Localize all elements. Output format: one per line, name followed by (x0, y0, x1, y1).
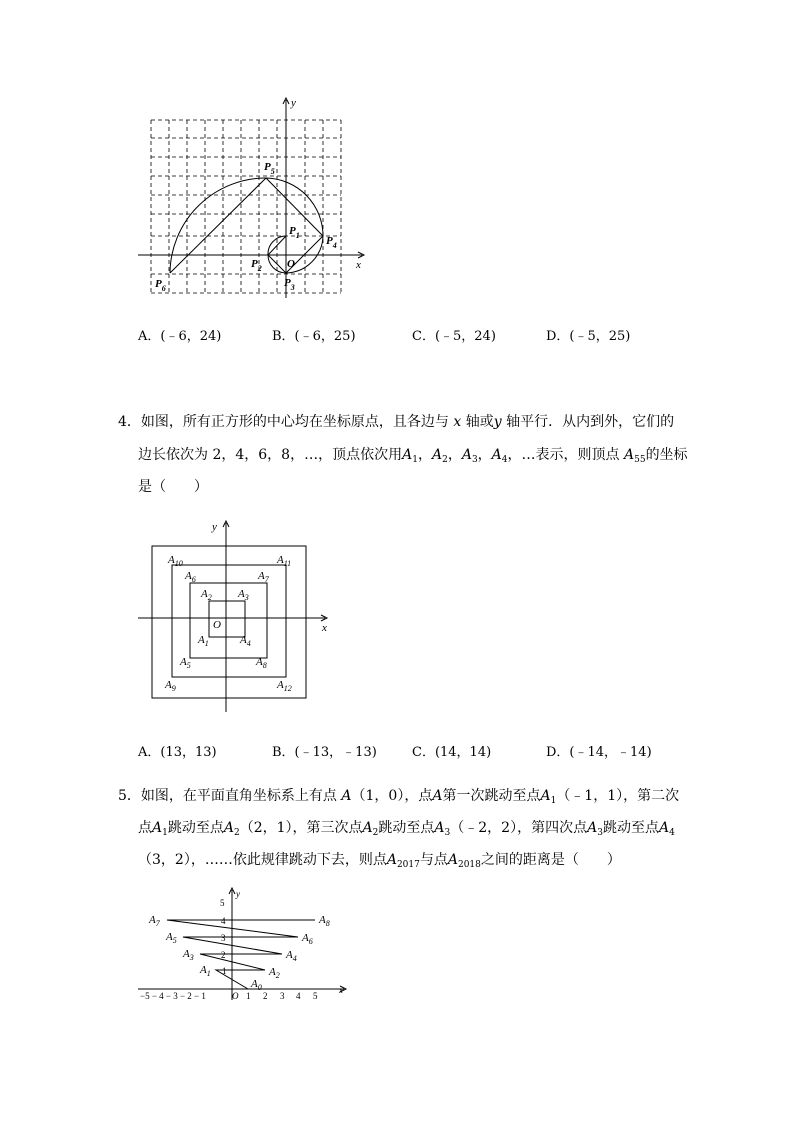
fig1-p1: $P_1$ (289, 225, 300, 240)
fig3-ytick-1: 1 (222, 966, 227, 976)
q4-line-2: 边长依次为 2，4，6，8，…，顶点依次用$A_1$，$A_2$，$A_3$，$A_4$，…表示，则顶点 $A_{55}$的坐标 (138, 447, 688, 465)
fig3-xtick-4: 4 (296, 991, 301, 1001)
fig3-ytick-3: 3 (221, 933, 226, 943)
fig2-a8: $A_8$ (256, 656, 267, 670)
fig3-a0: $A_0$ (251, 978, 262, 992)
fig1-p2: $P_2$ (251, 258, 262, 273)
q3-option-d[interactable]: D．(﹣5，25) (546, 329, 631, 344)
fig2-a12: $A_{12}$ (277, 679, 292, 693)
fig2-a3: $A_3$ (238, 588, 249, 602)
q4-option-b[interactable]: B．(﹣13，﹣13) (272, 745, 377, 760)
fig3-xtick-5: 5 (313, 991, 318, 1001)
fig2-a9: $A_9$ (165, 679, 176, 693)
fig1-p6: $P_6$ (155, 278, 166, 293)
fig2-a11: $A_{11}$ (277, 554, 292, 568)
fig3-xtick-3: 3 (280, 991, 285, 1001)
fig2-a2: $A_2$ (201, 588, 212, 602)
fig2-origin: O (213, 619, 221, 631)
fig1-x-label: x (356, 259, 361, 271)
fig2-x-label: x (322, 622, 327, 634)
fig3-ytick-4: 4 (221, 916, 226, 926)
fig2-y-label: y (212, 521, 217, 533)
q4-line-1: 4．如图，所有正方形的中心均在坐标原点，且各边与 x 轴或y 轴平行．从内到外，它们的 (118, 414, 675, 430)
q5-line-1: 5．如图，在平面直角坐标系上有点 A（1，0），点A第一次跳动至点$A_1(﹣1$，1），第二次 (118, 788, 680, 806)
fig2-a6: $A_6$ (185, 570, 196, 584)
fig1-y-label: y (291, 97, 296, 109)
q4-line-3: 是（ ） (138, 479, 208, 495)
fig3-a8: $A_8$ (319, 914, 330, 928)
fig2-a4: $A_4$ (240, 634, 251, 648)
fig3-a5: $A_5$ (166, 931, 177, 945)
q4-option-a[interactable]: A．(13，13) (138, 745, 217, 760)
figure-squares (130, 515, 340, 720)
fig1-p3: $P_3$ (284, 277, 295, 292)
fig3-xtick-1: 1 (246, 991, 251, 1001)
fig3-a4: $A_4$ (286, 949, 297, 963)
fig3-x-label: x (339, 985, 343, 995)
figure-zigzag (135, 880, 355, 1005)
fig3-ytick-5: 5 (220, 898, 225, 908)
fig3-a6: $A_6$ (302, 932, 313, 946)
fig3-a1: $A_1$ (200, 964, 211, 978)
q4-option-c[interactable]: C．(14，14) (412, 745, 492, 760)
fig1-p5: $P_5$ (264, 161, 275, 176)
fig3-xticks-negative: −5 − 4 − 3 − 2 − 1 (140, 991, 206, 1001)
fig3-ytick-2: 2 (221, 950, 226, 960)
fig3-origin: O (232, 991, 239, 1001)
q3-option-a[interactable]: A．(﹣6，24) (138, 329, 222, 344)
fig2-a7: $A_7$ (258, 570, 269, 584)
q3-option-b[interactable]: B．(﹣6，25) (272, 329, 356, 344)
fig3-xtick-2: 2 (263, 991, 268, 1001)
fig2-a10: $A_{10}$ (168, 554, 183, 568)
q4-option-d[interactable]: D．(﹣14，﹣14) (546, 745, 652, 760)
fig2-a5: $A_5$ (180, 656, 191, 670)
fig3-a2: $A_2$ (269, 966, 280, 980)
fig3-a3: $A_3$ (183, 948, 194, 962)
fig3-y-label: y (236, 889, 240, 899)
figure-spiral (130, 90, 370, 300)
q5-line-2: 点$A_1$跳动至点$A_2(2$，1），第三次点$A_2$跳动至点$A_3(﹣2$，2），第四次点$A_3$跳动至点$A_4$ (138, 820, 675, 838)
fig3-a7: $A_7$ (149, 914, 160, 928)
q3-option-c[interactable]: C．(﹣5，24) (412, 329, 496, 344)
fig1-origin: O (287, 258, 295, 270)
q5-line-3: （3，2），……依此规律跳动下去，则点$A_{2017}$与点$A_{2018}$之间的距离是（ ） (138, 852, 621, 870)
fig1-p4: $P_4$ (326, 235, 337, 250)
fig2-a1: $A_1$ (198, 634, 209, 648)
